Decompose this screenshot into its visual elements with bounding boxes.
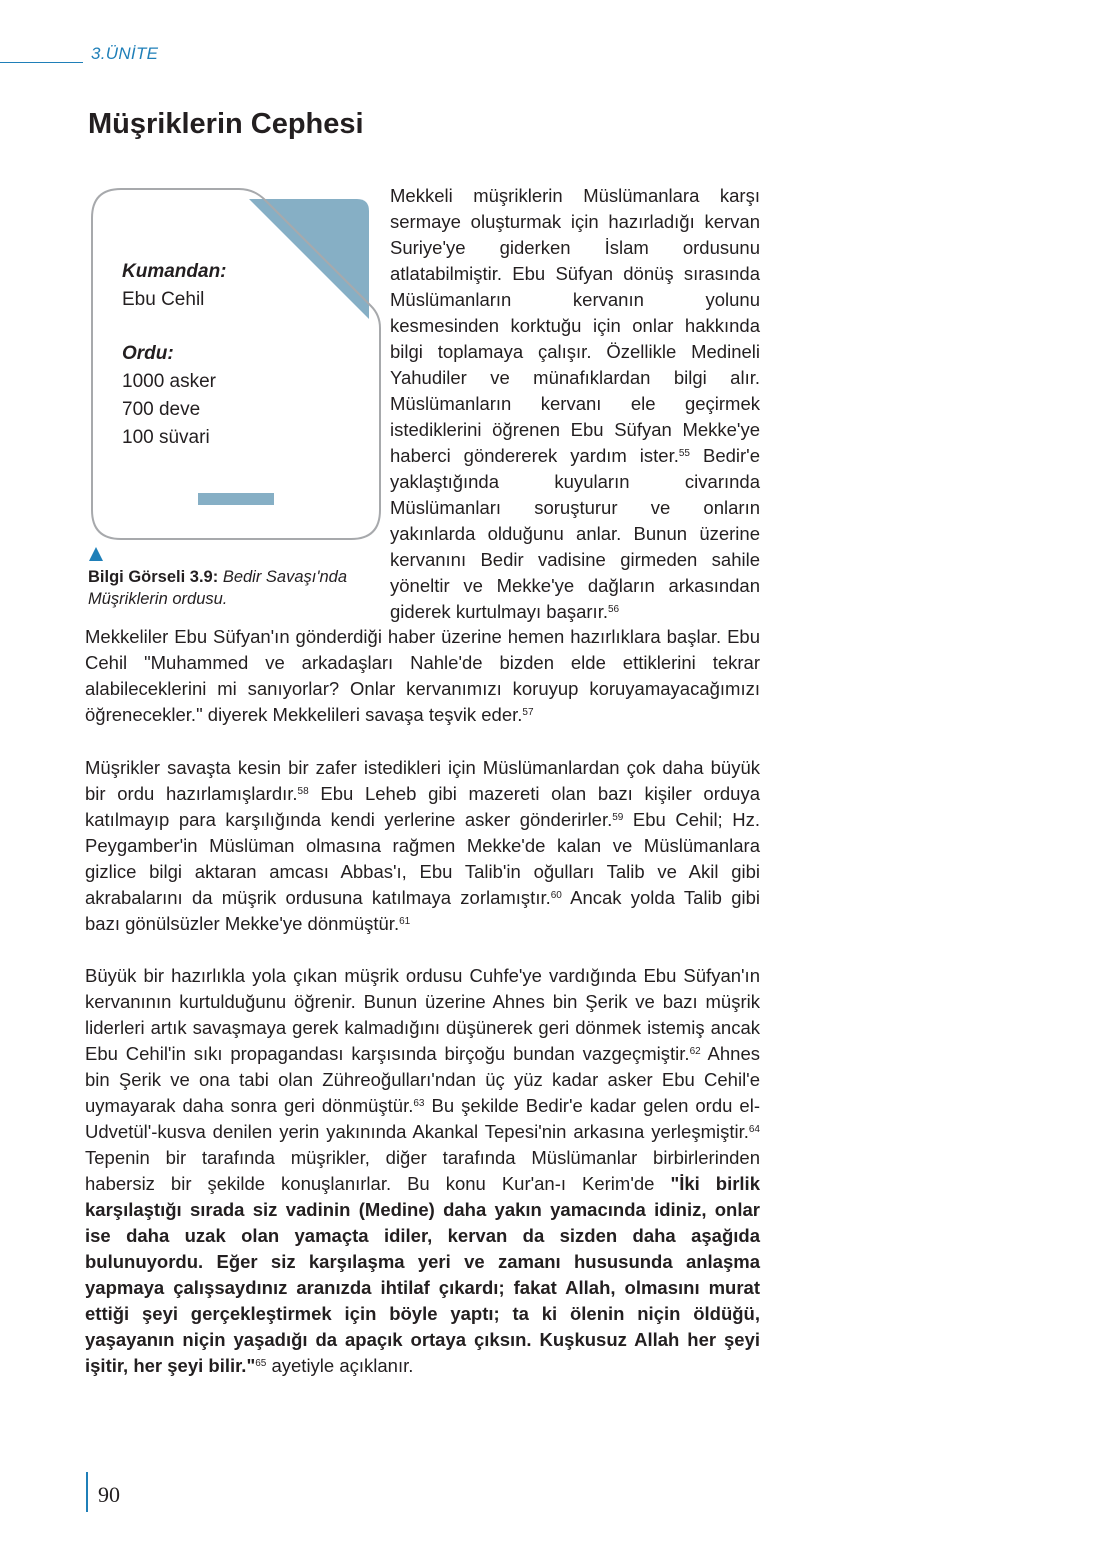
text-run: Büyük bir hazırlıkla yola çıkan müşrik ordusu Cuhfe'ye vardığında Ebu Süfyan'ın kervanının kurtulduğunu öğrenir. Bunun üzerine Ahnes bin Şerik ve bazı müşrik liderleri artık savaşmaya gerek kalmadığını düşünerek geri dönmek istemiş ancak Ebu Cehil'in sıkı propagandası karşısında birçoğu bundan vazgeçmiştir. (85, 965, 760, 1064)
footnote-ref: 59 (612, 812, 624, 823)
caption-label: Bilgi Görseli 3.9: (88, 568, 219, 586)
text-run: Bu şekilde Bedir'e kadar gelen ordu el-Udvetül'-kusva denilen yerin yakınında Akankal Tepesi'nin arkasına yerleşmiştir. (85, 1095, 760, 1142)
quran-quote: "İki birlik karşılaştığı sırada siz vadinin (Medine) daha yakın yamacında idiniz, onlar ise daha uzak olan yamaçta idiler, kervan da sizden daha aşağıda bulunuyordu. Eğer siz karşılaşma yeri ve zamanı hususunda anlaşma yapmaya çalışsaydınız aranızda ihtilaf çıkardı; fakat Allah, olmasını murat ettiği şeyi gerçekleştirmek için böyle yaptı; ta ki ölenin niçin öldüğü, yaşayanın niçin yaşadığı da apaçık ortaya çıksın. Kuşkusuz Allah her şeyi işitir, her şeyi bilir." (85, 1173, 760, 1376)
footnote-ref: 57 (522, 707, 534, 718)
figure-caption (88, 566, 380, 610)
army-item: 100 süvari (122, 427, 210, 448)
page-number-rule (86, 1472, 88, 1512)
text-run: Mekkeliler Ebu Süfyan'ın gönderdiği haber üzerine hemen hazırlıklara başlar. Ebu Cehil "Muhammed ve arkadaşları Nahle'de bizden elde ettiklerini tekrar alabileceklerini mi sanıyorlar? Onlar kervanımızı koruyup koruyamayacağımızı öğrenecekler." diyerek Mekkelileri savaşa teşvik eder. (85, 626, 760, 725)
page-title: Müşriklerin Cephesi (88, 108, 364, 140)
footnote-ref: 56 (607, 604, 620, 615)
text-run: Ebu Cehil; Hz. Peygamber'in Müslüman olmasına rağmen Mekke'de kalan ve Müslümanlara gizlice bilgi aktaran amcası Abbas'ı, Ebu Talib'in oğulları Talib ve Akil gibi akrabalarını da müşrik ordusuna katılmaya zorlamıştır. (85, 809, 760, 908)
text-run: Tepenin bir tarafında müşrikler, diğer tarafında Müslümanlar birbirlerinden habersiz bir şekilde konuşlanırlar. Bu konu Kur'an-ı Kerim'de (85, 1147, 760, 1194)
army-label: Ordu: (122, 343, 174, 364)
paragraph-1 (390, 183, 760, 625)
text-run: Ebu Leheb gibi mazereti olan bazı kişiler orduya katılmayıp para karşılığında kendi yerlerine asker gönderirler. (85, 783, 760, 830)
footnote-ref: 60 (550, 890, 562, 901)
paragraph-3 (85, 755, 760, 937)
commander-value: Ebu Cehil (122, 289, 205, 310)
army-info-card (91, 188, 381, 540)
text-run: Müşrikler savaşta kesin bir zafer istedikleri için Müslümanlardan çok daha büyük bir ordu hazırlamışlardır. (85, 757, 760, 804)
army-item: 1000 asker (122, 371, 217, 392)
army-item: 700 deve (122, 399, 201, 420)
footnote-ref: 55 (678, 448, 690, 459)
header-line (0, 62, 83, 63)
page-number: 90 (98, 1482, 120, 1507)
footnote-ref: 64 (748, 1124, 760, 1135)
footnote-ref: 61 (399, 916, 411, 927)
footnote-ref: 58 (297, 786, 309, 797)
paragraph-2 (85, 624, 760, 728)
caption-arrow-icon (88, 546, 104, 562)
card-bar (198, 493, 274, 505)
footnote-ref: 63 (413, 1098, 425, 1109)
caption-text: Bedir Savaşı'nda Müşriklerin ordusu. (88, 568, 348, 608)
paragraph-4 (85, 963, 760, 1379)
text-run: Mekkeli müşriklerin Müslümanlara karşı sermaye oluşturmak için hazırladığı kervan Suriye'ye giderken İslam ordusunu atlatabilmiştir. Ebu Süfyan dönüş sırasında Müslümanların kervanın yolunu kesmesinden korktuğu için onlar hakkında bilgi toplamaya çalışır. Özellikle Medineli Yahudiler ve münafıklardan bilgi alır. Müslümanların kervanı ele geçirmek istediklerini öğrenen Ebu Süfyan Mekke'ye haberci göndererek yardım ister. (390, 185, 760, 466)
commander-label: Kumandan: (122, 261, 227, 282)
footnote-ref: 65 (255, 1358, 267, 1369)
card-corner-accent (249, 199, 369, 319)
unit-label: 3.ÜNİTE (91, 44, 159, 63)
card-text (122, 258, 227, 452)
text-run: Ancak yolda Talib gibi bazı gönülsüzler Mekke'ye dönmüştür. (85, 887, 760, 934)
text-run: ayetiyle açıklanır. (266, 1355, 414, 1376)
text-run: Bedir'e yaklaştığında kuyuların civarında Müslümanları soruşturur ve onların yakınlarda olduğunu anlar. Bunun üzerine kervanını Bedir vadisine girmeden sahile yöneltir ve Mekke'ye dağların arkasından giderek kurtulmayı başarır. (390, 445, 761, 622)
footnote-ref: 62 (689, 1046, 701, 1057)
text-run: Ahnes bin Şerik ve ona tabi olan Zühreoğulları'ndan üç yüz kadar asker Ebu Cehil'e uymayarak daha sonra geri dönmüştür. (85, 1043, 760, 1116)
